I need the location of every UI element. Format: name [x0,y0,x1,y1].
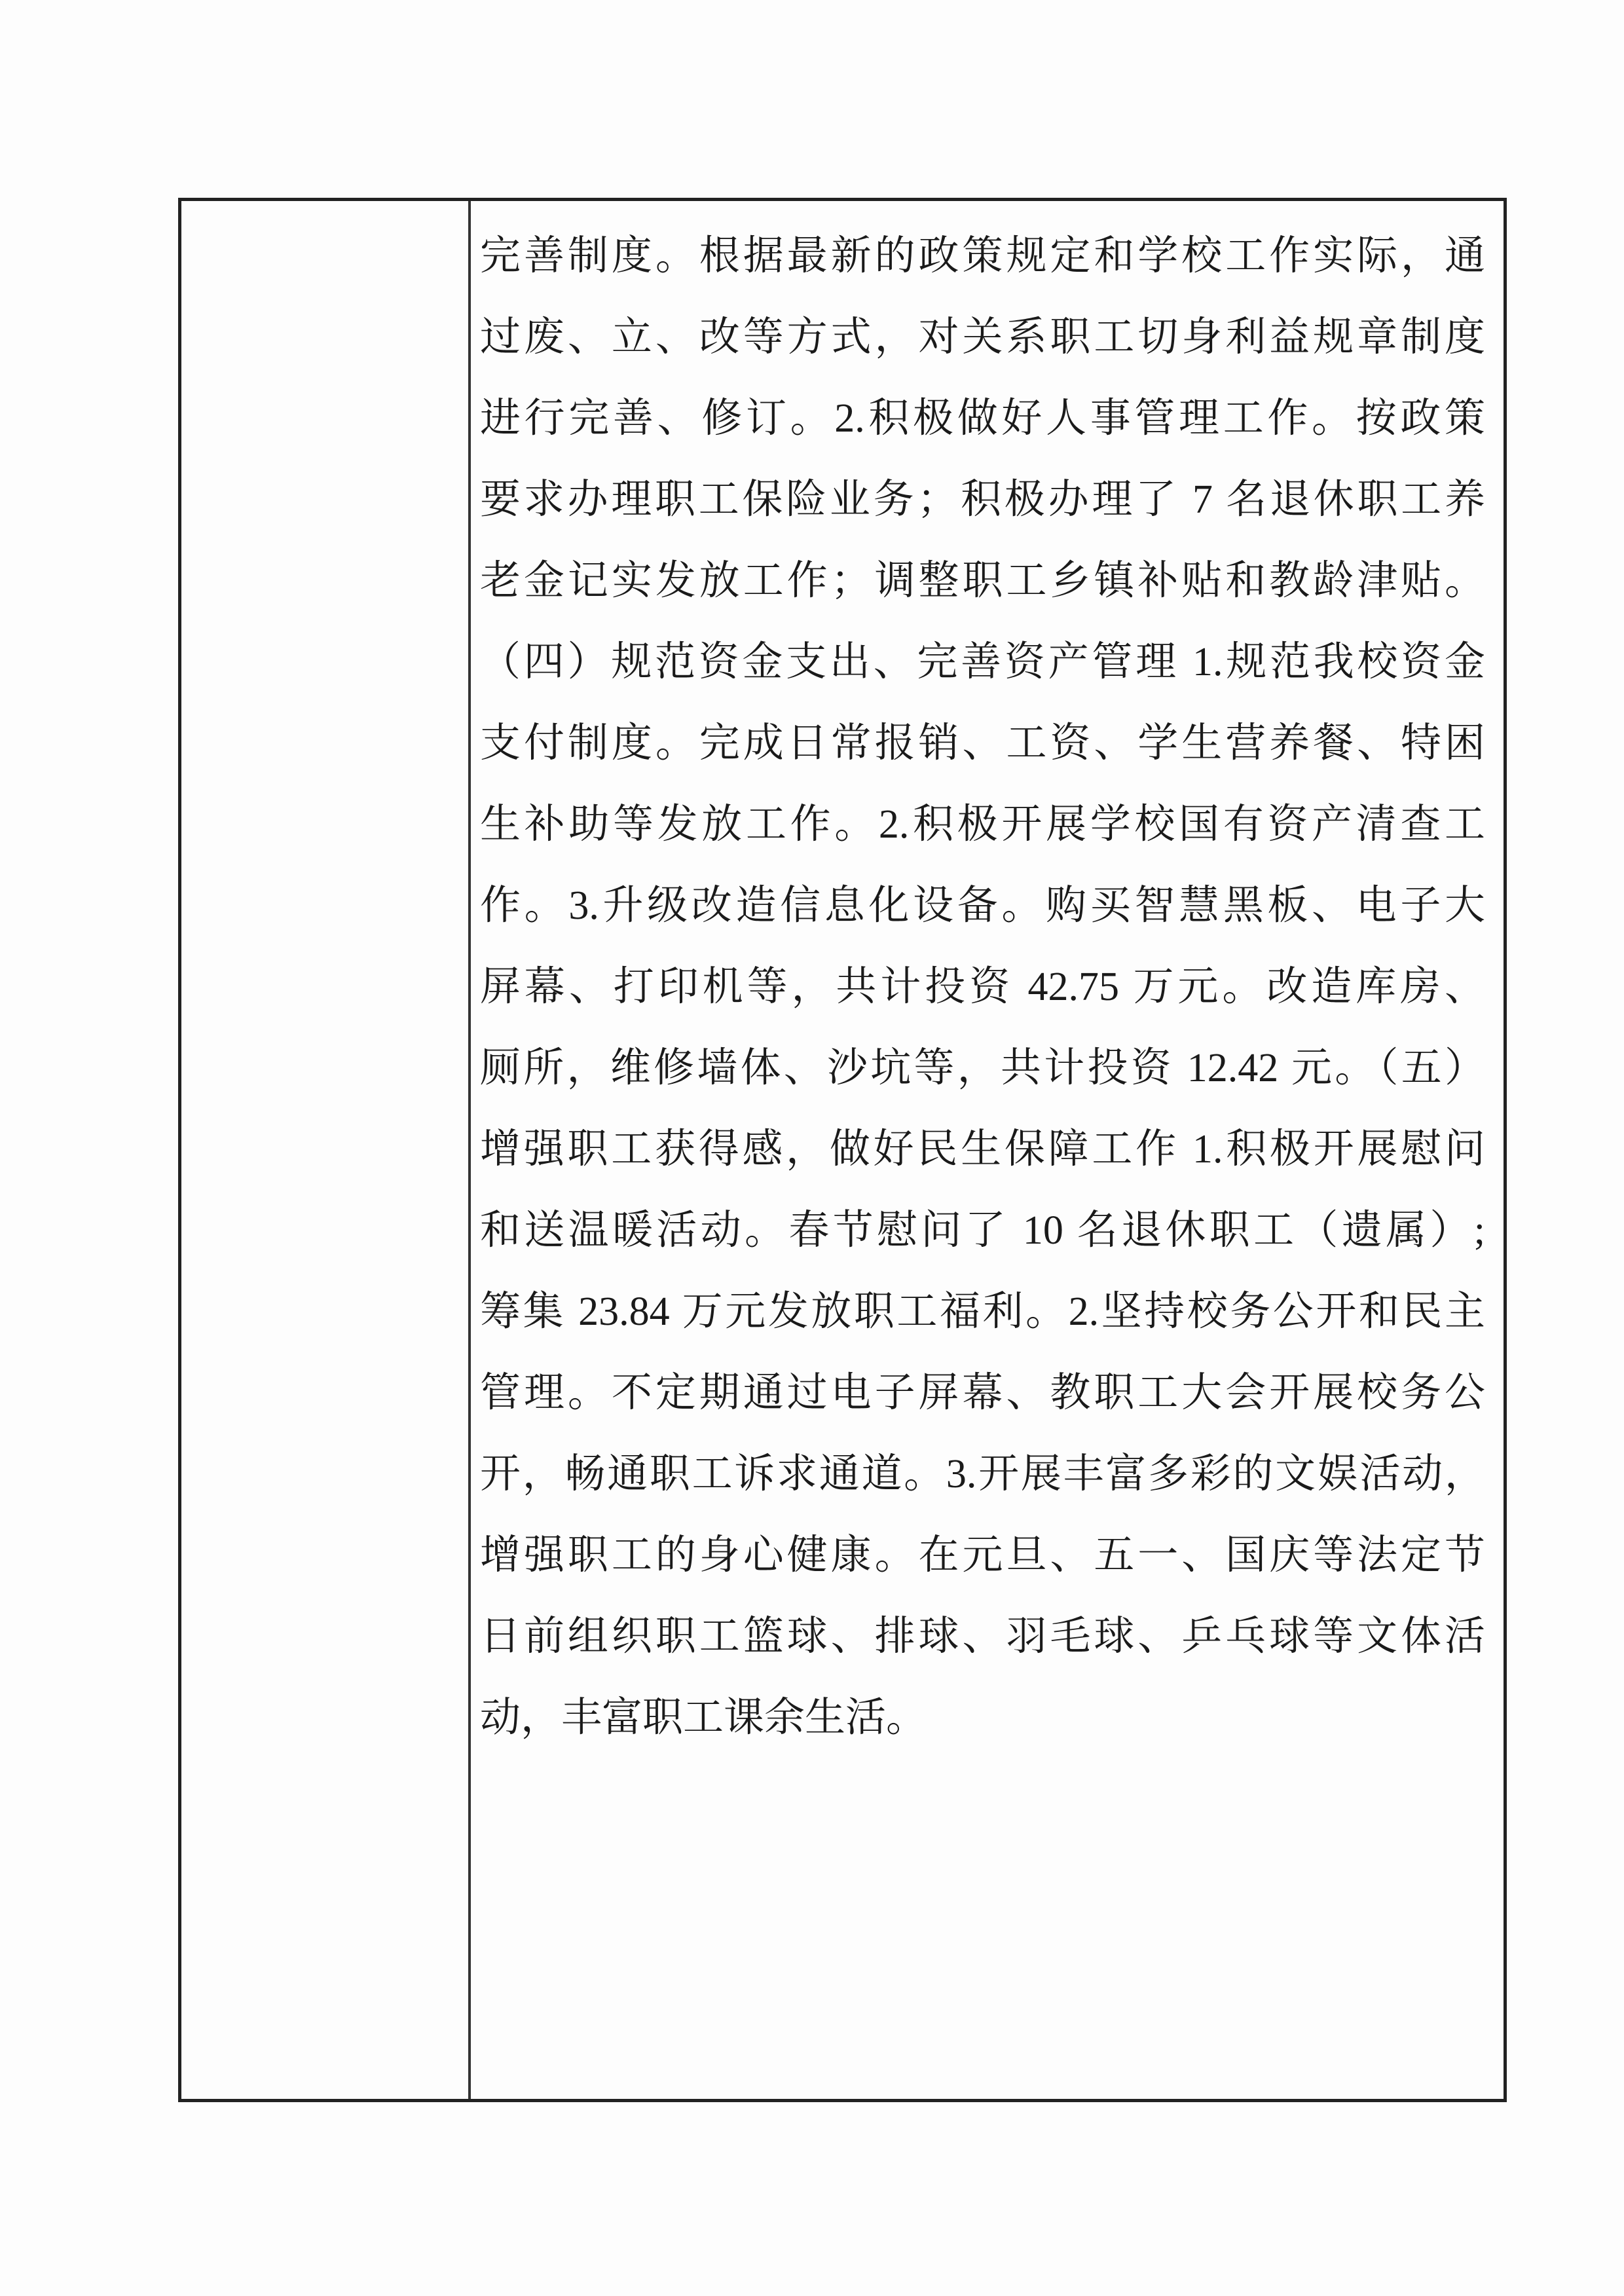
text-line: （四）规范资金支出、完善资产管理 1.规范我校资金 [480,640,1485,684]
text-line: 作。3.升级改造信息化设备。购买智慧黑板、电子大 [480,883,1485,928]
text-line: 开，畅通职工诉求通道。3.开展丰富多彩的文娱活动， [480,1452,1485,1496]
text-line: 增强职工获得感，做好民生保障工作 1.积极开展慰问 [480,1127,1485,1172]
text-line: 老金记实发放工作；调整职工乡镇补贴和教龄津贴。 [480,559,1485,603]
text-line: 管理。不定期通过电子屏幕、教职工大会开展校务公 [480,1371,1485,1415]
body-text [480,215,1485,1758]
text-line: 筹集 23.84 万元发放职工福利。2.坚持校务公开和民主 [480,1289,1485,1334]
text-line: 动，丰富职工课余生活。 [480,1695,927,1740]
text-line: 完善制度。根据最新的政策规定和学校工作实际，通 [480,234,1485,278]
report-table [178,198,1507,2102]
text-line: 要求办理职工保险业务；积极办理了 7 名退休职工养 [480,477,1485,522]
text-line: 和送温暖活动。春节慰问了 10 名退休职工（遗属）; [480,1208,1485,1253]
text-line: 进行完善、修订。2.积极做好人事管理工作。按政策 [480,396,1485,441]
text-line: 屏幕、打印机等，共计投资 42.75 万元。改造库房、 [480,965,1485,1009]
table-right-cell [471,201,1504,2099]
text-line: 过废、立、改等方式，对关系职工切身利益规章制度 [480,315,1485,360]
text-line: 厕所，维修墙体、沙坑等，共计投资 12.42 元。（五） [480,1046,1485,1090]
text-line: 增强职工的身心健康。在元旦、五一、国庆等法定节 [480,1533,1485,1578]
table-left-cell [181,201,471,2099]
text-line: 生补助等发放工作。2.积极开展学校国有资产清查工 [480,802,1485,847]
text-line: 日前组织职工篮球、排球、羽毛球、乒乓球等文体活 [480,1614,1485,1659]
text-line: 支付制度。完成日常报销、工资、学生营养餐、特困 [480,721,1485,766]
